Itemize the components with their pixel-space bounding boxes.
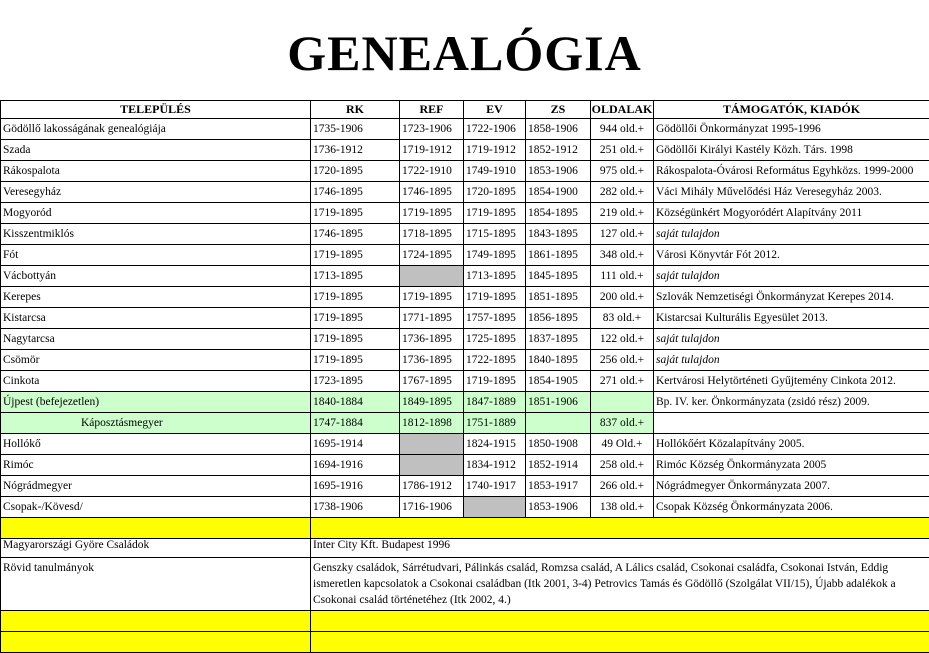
page-title: GENEALÓGIA	[0, 24, 929, 82]
genealogy-table	[0, 100, 929, 653]
settlement-cell: Vácbottyán	[1, 266, 311, 287]
zs-cell: 1854-1905	[526, 371, 591, 392]
sponsor-cell: Gödöllői Önkormányzat 1995-1996	[654, 119, 929, 140]
ref-cell: 1849-1895	[400, 392, 464, 413]
ref-cell: 1724-1895	[400, 245, 464, 266]
zs-cell: 1861-1895	[526, 245, 591, 266]
sponsor-cell: Községünkért Mogyoródért Alapítvány 2011	[654, 203, 929, 224]
ev-cell: 1719-1895	[464, 287, 526, 308]
pages-cell: 251 old.+	[591, 140, 654, 161]
sponsor-cell: Csopak Község Önkormányzata 2006.	[654, 497, 929, 518]
table-row	[1, 476, 929, 497]
sponsor-cell: Rimóc Község Önkormányzata 2005	[654, 455, 929, 476]
ev-cell: 1719-1912	[464, 140, 526, 161]
ref-cell: 1719-1912	[400, 140, 464, 161]
ref-cell: 1736-1895	[400, 329, 464, 350]
table-row	[1, 224, 929, 245]
rk-cell: 1747-1884	[311, 413, 400, 434]
zs-cell: 1851-1895	[526, 287, 591, 308]
pages-cell: 944 old.+	[591, 119, 654, 140]
ref-cell: 1736-1895	[400, 350, 464, 371]
rk-cell: 1719-1895	[311, 287, 400, 308]
header-settlement: TELEPÜLÉS	[1, 101, 311, 119]
settlement-cell: Fót	[1, 245, 311, 266]
pages-cell: 975 old.+	[591, 161, 654, 182]
pages-cell: 122 old.+	[591, 329, 654, 350]
sponsor-cell: Váci Mihály Művelődési Ház Veresegyház 2003.	[654, 182, 929, 203]
settlement-cell: Gödöllő lakosságának genealógiája	[1, 119, 311, 140]
table-row	[1, 350, 929, 371]
header-ref: REF	[400, 101, 464, 119]
settlement-cell: Kerepes	[1, 287, 311, 308]
sponsor-cell: Nógrádmegyer Önkormányzata 2007.	[654, 476, 929, 497]
sponsor-cell: Kistarcsai Kulturális Egyesület 2013.	[654, 308, 929, 329]
ev-cell: 1847-1889	[464, 392, 526, 413]
table-row	[1, 371, 929, 392]
rk-cell: 1723-1895	[311, 371, 400, 392]
table-row	[1, 497, 929, 518]
ev-cell: 1740-1917	[464, 476, 526, 497]
sponsor-cell: Bp. IV. ker. Önkormányzata (zsidó rész) 2009.	[654, 392, 929, 413]
ref-cell: 1746-1895	[400, 182, 464, 203]
empty-cell	[311, 632, 929, 653]
yellow-spacer-row	[1, 611, 929, 632]
ref-cell: 1719-1895	[400, 287, 464, 308]
settlement-cell: Nagytarcsa	[1, 329, 311, 350]
settlement-cell: Mogyoród	[1, 203, 311, 224]
zs-cell: 1853-1917	[526, 476, 591, 497]
sponsor-cell: Városi Könyvtár Fót 2012.	[654, 245, 929, 266]
settlement-cell: Kisszentmiklós	[1, 224, 311, 245]
settlement-cell: Nógrádmegyer	[1, 476, 311, 497]
empty-cell	[311, 611, 929, 632]
header-zs: ZS	[526, 101, 591, 119]
sponsor-cell: saját tulajdon	[654, 329, 929, 350]
rk-cell: 1713-1895	[311, 266, 400, 287]
table-row	[1, 140, 929, 161]
settlement-cell: Csömör	[1, 350, 311, 371]
rk-cell: 1746-1895	[311, 182, 400, 203]
pages-cell: 282 old.+	[591, 182, 654, 203]
sponsor-cell: saját tulajdon	[654, 350, 929, 371]
table-row	[1, 119, 929, 140]
zs-cell: 1852-1914	[526, 455, 591, 476]
header-pages: OLDALAK	[591, 101, 654, 119]
pages-cell: 219 old.+	[591, 203, 654, 224]
table-row	[1, 182, 929, 203]
rk-cell: 1738-1906	[311, 497, 400, 518]
zs-cell: 1856-1895	[526, 308, 591, 329]
pages-cell: 138 old.+	[591, 497, 654, 518]
zs-cell: 1850-1908	[526, 434, 591, 455]
ev-cell: 1751-1889	[464, 413, 526, 434]
sponsor-cell: Hollókőért Közalapítvány 2005.	[654, 434, 929, 455]
settlement-cell: Veresegyház	[1, 182, 311, 203]
ev-cell	[464, 497, 526, 518]
zs-cell: 1837-1895	[526, 329, 591, 350]
table-row	[1, 266, 929, 287]
zs-cell: 1845-1895	[526, 266, 591, 287]
table-row	[1, 455, 929, 476]
rk-cell: 1746-1895	[311, 224, 400, 245]
gyore-label: Magyarországi Györe Családok	[1, 539, 311, 558]
pages-cell: 83 old.+	[591, 308, 654, 329]
ev-cell: 1719-1895	[464, 371, 526, 392]
pages-cell: 258 old.+	[591, 455, 654, 476]
rk-cell: 1694-1916	[311, 455, 400, 476]
empty-cell	[311, 518, 929, 539]
zs-cell: 1854-1895	[526, 203, 591, 224]
table-row	[1, 161, 929, 182]
ev-cell: 1749-1910	[464, 161, 526, 182]
settlement-cell: Kistarcsa	[1, 308, 311, 329]
rk-cell: 1736-1912	[311, 140, 400, 161]
ref-cell: 1719-1895	[400, 203, 464, 224]
ev-cell: 1757-1895	[464, 308, 526, 329]
ref-cell	[400, 455, 464, 476]
ev-cell: 1719-1895	[464, 203, 526, 224]
sponsor-cell: Gödöllői Királyi Kastély Közh. Társ. 1998	[654, 140, 929, 161]
table-row	[1, 413, 929, 434]
ev-cell: 1715-1895	[464, 224, 526, 245]
pages-cell: 49 Old.+	[591, 434, 654, 455]
sponsor-cell: Kertvárosi Helytörténeti Gyűjtemény Cinkota 2012.	[654, 371, 929, 392]
table-row	[1, 434, 929, 455]
zs-cell: 1853-1906	[526, 161, 591, 182]
rk-cell: 1695-1914	[311, 434, 400, 455]
ev-cell: 1722-1906	[464, 119, 526, 140]
sponsor-cell: Szlovák Nemzetiségi Önkormányzat Kerepes 2014.	[654, 287, 929, 308]
zs-cell: 1851-1906	[526, 392, 591, 413]
yellow-spacer-row	[1, 632, 929, 653]
ref-cell	[400, 266, 464, 287]
settlement-cell: Szada	[1, 140, 311, 161]
pages-cell: 111 old.+	[591, 266, 654, 287]
gyore-value: Inter City Kft. Budapest 1996	[311, 539, 929, 558]
gyore-row	[1, 539, 929, 558]
ev-cell: 1824-1915	[464, 434, 526, 455]
ref-cell	[400, 434, 464, 455]
ref-cell: 1723-1906	[400, 119, 464, 140]
pages-cell: 837 old.+	[591, 413, 654, 434]
settlement-cell: Rimóc	[1, 455, 311, 476]
ev-cell: 1720-1895	[464, 182, 526, 203]
sponsor-cell	[654, 413, 929, 434]
ref-cell: 1722-1910	[400, 161, 464, 182]
settlement-cell: Csopak-/Kövesd/	[1, 497, 311, 518]
ev-cell: 1722-1895	[464, 350, 526, 371]
pages-cell: 127 old.+	[591, 224, 654, 245]
empty-cell	[1, 611, 311, 632]
ev-cell: 1749-1895	[464, 245, 526, 266]
zs-cell: 1853-1906	[526, 497, 591, 518]
empty-cell	[1, 632, 311, 653]
rk-cell: 1720-1895	[311, 161, 400, 182]
studies-row	[1, 558, 929, 611]
rk-cell: 1719-1895	[311, 350, 400, 371]
table-row	[1, 287, 929, 308]
zs-cell: 1843-1895	[526, 224, 591, 245]
pages-cell: 256 old.+	[591, 350, 654, 371]
header-ev: EV	[464, 101, 526, 119]
pages-cell: 266 old.+	[591, 476, 654, 497]
ev-cell: 1713-1895	[464, 266, 526, 287]
pages-cell: 348 old.+	[591, 245, 654, 266]
rk-cell: 1695-1916	[311, 476, 400, 497]
table-row	[1, 392, 929, 413]
ref-cell: 1786-1912	[400, 476, 464, 497]
settlement-cell: Káposztásmegyer	[1, 413, 311, 434]
ref-cell: 1767-1895	[400, 371, 464, 392]
sponsor-cell: saját tulajdon	[654, 266, 929, 287]
table-row	[1, 308, 929, 329]
pages-cell	[591, 392, 654, 413]
table-row	[1, 203, 929, 224]
table-row	[1, 329, 929, 350]
pages-cell: 271 old.+	[591, 371, 654, 392]
header-sponsors: TÁMOGATÓK, KIADÓK	[654, 101, 929, 119]
rk-cell: 1735-1906	[311, 119, 400, 140]
zs-cell	[526, 413, 591, 434]
table-row	[1, 245, 929, 266]
rk-cell: 1840-1884	[311, 392, 400, 413]
settlement-cell: Hollókő	[1, 434, 311, 455]
sponsor-cell: Rákospalota-Óvárosi Református Egyhközs. 1999-2000	[654, 161, 929, 182]
ref-cell: 1812-1898	[400, 413, 464, 434]
header-row	[1, 101, 929, 119]
settlement-cell: Cinkota	[1, 371, 311, 392]
settlement-cell: Újpest (befejezetlen)	[1, 392, 311, 413]
header-rk: RK	[311, 101, 400, 119]
zs-cell: 1854-1900	[526, 182, 591, 203]
pages-cell: 200 old.+	[591, 287, 654, 308]
rk-cell: 1719-1895	[311, 203, 400, 224]
yellow-spacer-row	[1, 518, 929, 539]
sponsor-cell: saját tulajdon	[654, 224, 929, 245]
empty-cell	[1, 518, 311, 539]
studies-value: Genszky családok, Sárrétudvari, Pálinkás család, Romzsa család, A Lálics család, Csokonai családfa, Csokonai István, Eddig ismeretlen kapcsolatok a Csokonai családban (Itk 2001, 3-4) Petrovics Tamás és Gödöllő (Szolgálat VII/15), Újabb adalékok a Csokonai család történetéhez (Itk 2002, 4.)	[311, 558, 929, 611]
studies-label: Rövid tanulmányok	[1, 558, 311, 611]
rk-cell: 1719-1895	[311, 329, 400, 350]
ev-cell: 1725-1895	[464, 329, 526, 350]
settlement-cell: Rákospalota	[1, 161, 311, 182]
zs-cell: 1852-1912	[526, 140, 591, 161]
rk-cell: 1719-1895	[311, 308, 400, 329]
ref-cell: 1716-1906	[400, 497, 464, 518]
ref-cell: 1771-1895	[400, 308, 464, 329]
ev-cell: 1834-1912	[464, 455, 526, 476]
ref-cell: 1718-1895	[400, 224, 464, 245]
zs-cell: 1840-1895	[526, 350, 591, 371]
zs-cell: 1858-1906	[526, 119, 591, 140]
rk-cell: 1719-1895	[311, 245, 400, 266]
